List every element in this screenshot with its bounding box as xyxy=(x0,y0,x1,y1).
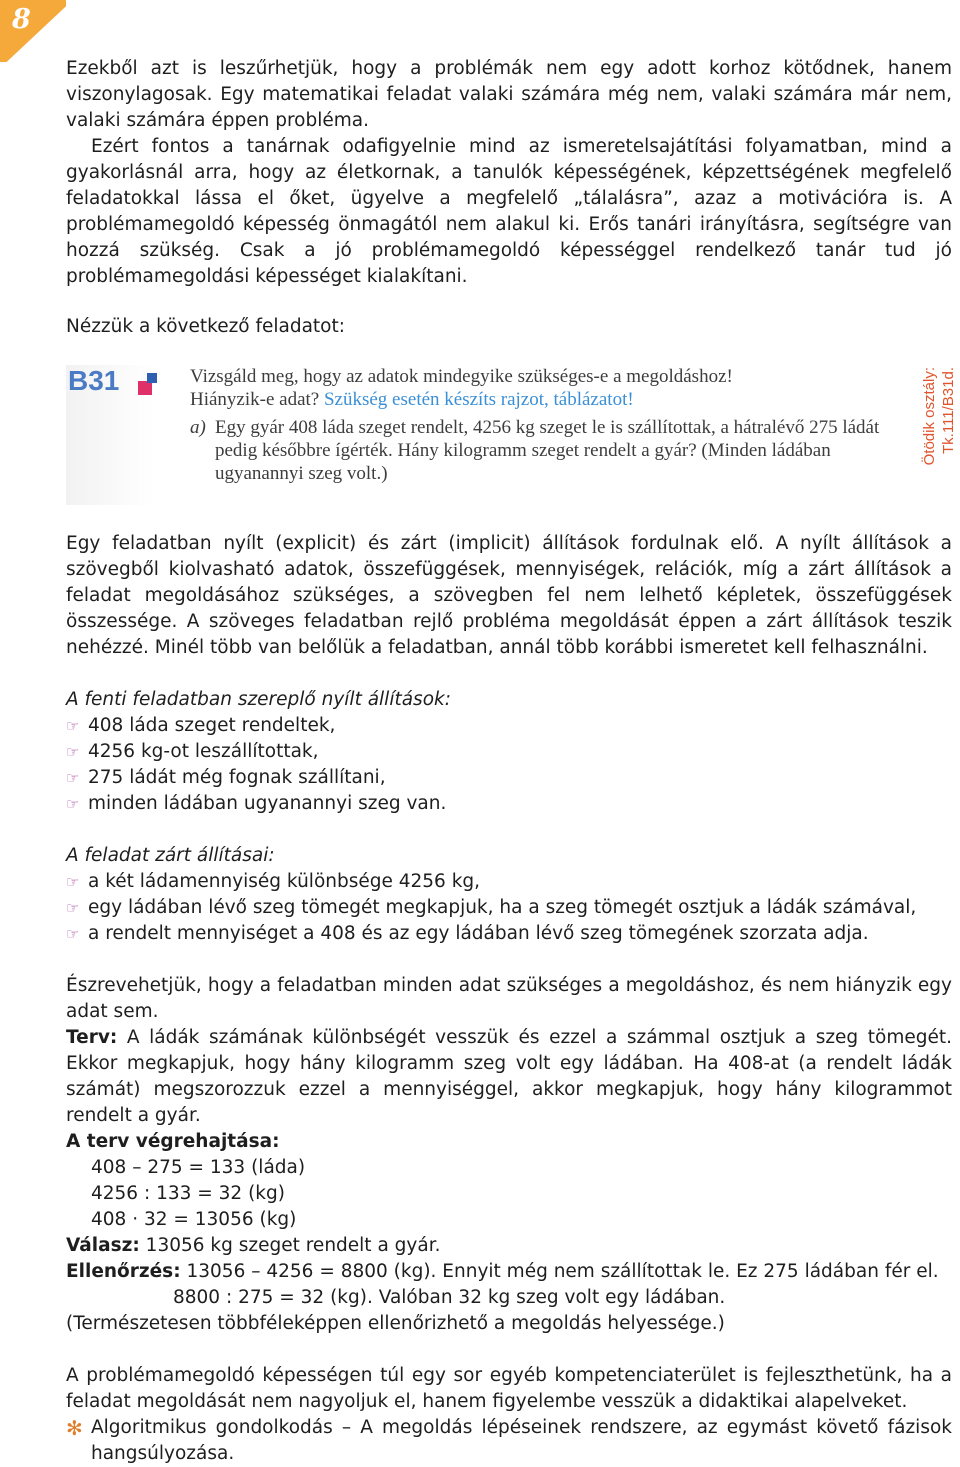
exercise-item-a xyxy=(190,416,915,485)
paragraph-lead-in: Nézzük a következő feladatot: xyxy=(66,316,345,337)
exercise-instruction: Vizsgáld meg, hogy az adatok mindegyike szükséges-e a megoldáshoz! xyxy=(190,366,733,387)
execution-heading: A terv végrehajtása: xyxy=(66,1131,280,1152)
exercise-hint: Szükség esetén készíts rajzot, táblázatot! xyxy=(323,389,634,410)
plan-label: Terv: xyxy=(66,1027,118,1048)
exercise-item-letter: a) xyxy=(190,417,206,438)
answer-label: Válasz: xyxy=(66,1235,140,1256)
pointing-hand-icon: ☞ xyxy=(66,873,80,891)
calculation-line: 408 – 275 = 133 (láda) xyxy=(91,1157,306,1178)
textbook-excerpt xyxy=(66,365,957,505)
calculation-line: 4256 : 133 = 32 (kg) xyxy=(91,1183,285,1204)
exercise-marker-icon xyxy=(138,373,160,395)
paragraph-intro-2: Ezért fontos a tanárnak odafigyelnie mind az ismeretelsajátítási folyamatban, mind a gyakorlásnál arra, hogy az életkornak, a tanulók képességének, képzettségének megfelelő feladatokkal lássa el őket, ügyelve a megfelelő „tálalásra”, azaz a motivációra is. A problémamegoldó képesség önmagától nem alakul ki. Erős tanári irányításra, segítségre van hozzá szükség. Csak a jó problémamegoldó képességgel rendelkező tanár tud jó problémamegoldási képességet kialakítani. xyxy=(66,136,952,287)
closed-statements-list xyxy=(66,869,952,947)
pointing-hand-icon: ☞ xyxy=(66,899,80,917)
list-item: ☞ a rendelt mennyiséget a 408 és az egy ládában lévő szeg tömegének szorzata adja. xyxy=(66,921,952,947)
exercise-code: B31 xyxy=(68,365,120,396)
competency-item: ✻ Algoritmikus gondolkodás – A megoldás lépéseinek rendszere, az egymást követő fázisok hangsúlyozása. xyxy=(66,1415,952,1467)
paragraph-plan: Terv: A ládák számának különbségét vesszük és ezzel a számmal osztjuk a szeg tömegét. Ekkor megkapjuk, hogy hány kilogramm szeg volt egy ládában. Ha 408-at (a rendelt ládák számát) megszorozzuk ezzel a mennyiséggel, akkor megkapjuk, hogy hány kilogrammot rendelt a gyár. xyxy=(66,1027,952,1126)
asterisk-icon: ✻ xyxy=(66,1416,83,1440)
source-reference: Ötödik osztály: Tk.111/B31d. xyxy=(921,367,957,466)
pointing-hand-icon: ☞ xyxy=(66,795,80,813)
paragraph-intro-1: Ezekből azt is leszűrhetjük, hogy a problémák nem egy adott korhoz kötődnek, hanem viszonylagosak. Egy matematikai feladat valaki számára még nem, valaki számára már nem, valaki számára éppen probléma. xyxy=(66,58,952,131)
open-statements-list xyxy=(66,713,952,817)
paragraph-statements: Egy feladatban nyílt (explicit) és zárt (implicit) állítások fordulnak elő. A nyílt állítások a szövegből kiolvasható adatok, összefüggések, mennyiségek, relációk, míg a zárt állítások a feladat megoldásához szükséges, a szövegben fel nem lelhető képletek, összefüggések összessége. A szöveges feladatban rejlő probléma megoldását éppen a zárt állítások teszik nehézzé. Minél több van belőlük a feladatban, annál több korábbi ismeretet kell felhasználni. xyxy=(66,533,952,658)
paragraph-observation: Észrevehetjük, hogy a feladatban minden adat szükséges a megoldáshoz, és nem hiányzik egy adat sem. xyxy=(66,975,952,1022)
paragraph-competencies: A problémamegoldó képességen túl egy sor egyéb kompetenciaterület is fejleszthetünk, ha a feladat megoldását nem nagyoljuk el, hanem figyelembe vesszük a didaktikai alapelveket. xyxy=(66,1365,952,1412)
page-number: 8 xyxy=(12,4,31,35)
list-item: ☞ a két ládamennyiség különbsége 4256 kg, xyxy=(66,869,952,895)
list-item: ☞ 4256 kg-ot leszállítottak, xyxy=(66,739,952,765)
pointing-hand-icon: ☞ xyxy=(66,769,80,787)
check-line: Ellenőrzés: 13056 – 4256 = 8800 (kg). Ennyit még nem szállítottak le. Ez 275 ládában fér el. xyxy=(66,1261,939,1282)
exercise-text xyxy=(190,365,915,485)
check-label: Ellenőrzés: xyxy=(66,1261,181,1282)
list-item: ☞ egy ládában lévő szeg tömegét megkapjuk, ha a szeg tömegét osztjuk a ládák számával, xyxy=(66,895,952,921)
closed-statements-heading: A feladat zárt állításai: xyxy=(66,845,275,866)
exercise-question: Hiányzik-e adat? Szükség esetén készíts rajzot, táblázatot! xyxy=(190,389,634,410)
list-item: ☞ 275 ládát még fognak szállítani, xyxy=(66,765,952,791)
answer-line: Válasz: 13056 kg szeget rendelt a gyár. xyxy=(66,1235,441,1256)
list-item: ☞ 408 láda szeget rendeltek, xyxy=(66,713,952,739)
page-content xyxy=(66,56,957,1467)
check-note: (Természetesen többféleképpen ellenőrizhető a megoldás helyessége.) xyxy=(66,1313,725,1334)
check-line-2: 8800 : 275 = 32 (kg). Valóban 32 kg szeg volt egy ládában. xyxy=(173,1287,726,1308)
list-item: ☞ minden ládában ugyanannyi szeg van. xyxy=(66,791,952,817)
pointing-hand-icon: ☞ xyxy=(66,717,80,735)
calculation-line: 408 · 32 = 13056 (kg) xyxy=(91,1209,297,1230)
pointing-hand-icon: ☞ xyxy=(66,743,80,761)
pointing-hand-icon: ☞ xyxy=(66,925,80,943)
open-statements-heading: A fenti feladatban szereplő nyílt állítások: xyxy=(66,689,451,710)
page-corner-tab xyxy=(0,0,66,62)
exercise-item-text: Egy gyár 408 láda szeget rendelt, 4256 kg szeget le is szállítottak, a hátralévő 275 ládát pedig későbbre ígérték. Hány kilogramm szeget rendelt a gyár? (Minden ládában ugyanannyi szeg volt.) xyxy=(215,417,880,484)
